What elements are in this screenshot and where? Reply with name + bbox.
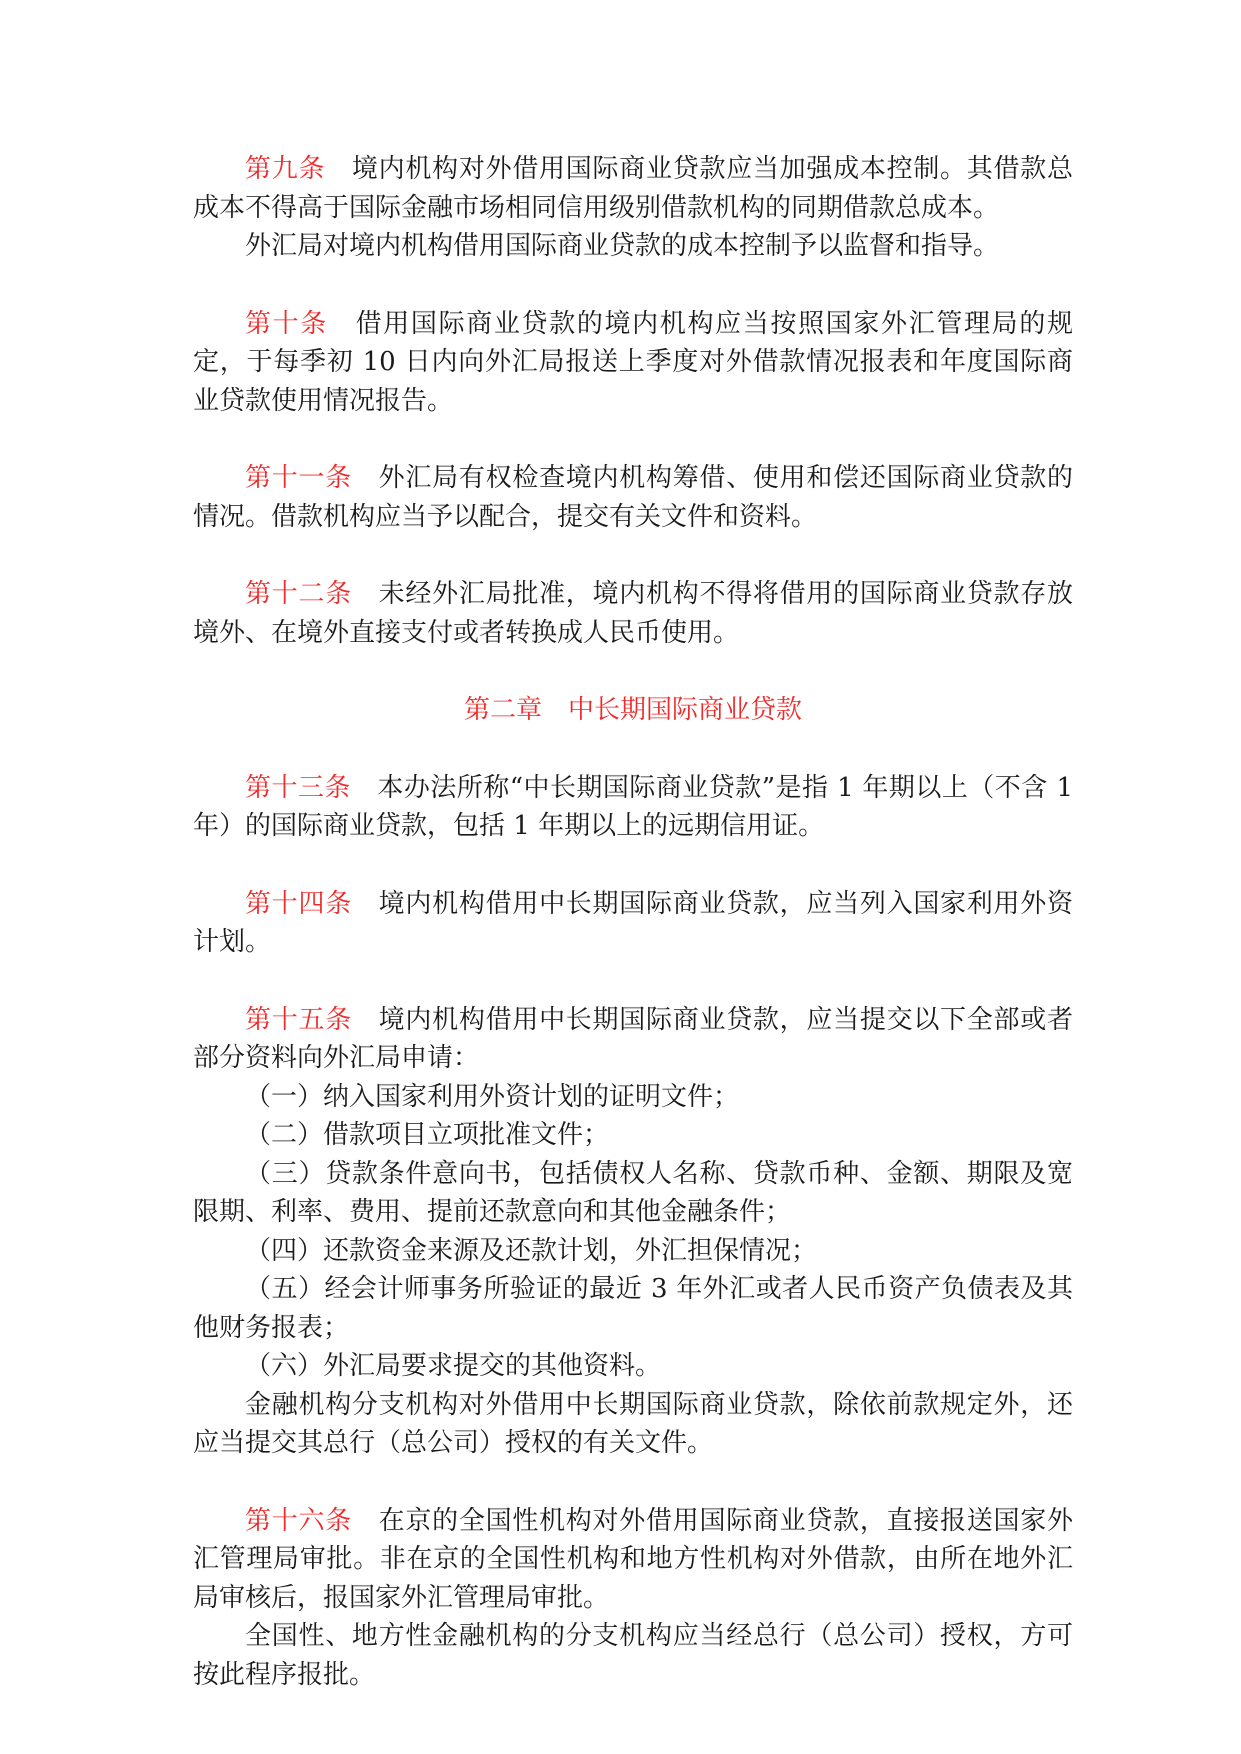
article-9-paragraph <box>193 150 1073 227</box>
article-12-paragraph <box>193 575 1073 652</box>
article-label: 第十六条 <box>245 1505 352 1536</box>
article-10 <box>193 305 1073 421</box>
article-text: 在京的全国性机构对外借用国际商业贷款，直接报送国家外汇管理局审批。非在京的全国性机构和地方性机构对外借款，由所在地外汇局审核后，报国家外汇管理局审批。 <box>193 1505 1073 1613</box>
list-item: （五）经会计师事务所验证的最近 3 年外汇或者人民币资产负债表及其他财务报表； <box>193 1274 1073 1343</box>
article-9-paragraph-2: 外汇局对境内机构借用国际商业贷款的成本控制予以监督和指导。 <box>245 231 1000 261</box>
chapter-heading <box>193 691 1073 730</box>
article-14-paragraph <box>193 885 1073 962</box>
list-item: （六）外汇局要求提交的其他资料。 <box>245 1351 662 1381</box>
article-14 <box>193 885 1073 962</box>
article-text: 未经外汇局批准，境内机构不得将借用的国际商业贷款存放境外、在境外直接支付或者转换成人民币使用。 <box>193 579 1073 648</box>
article-text: 外汇局有权检查境内机构筹借、使用和偿还国际商业贷款的情况。借款机构应当予以配合，提交有关文件和资料。 <box>193 463 1073 532</box>
article-label: 第十五条 <box>245 1004 352 1035</box>
article-label: 第九条 <box>245 154 326 184</box>
article-label: 第十三条 <box>245 772 351 803</box>
document-body <box>193 150 1073 1694</box>
article-13 <box>193 769 1073 846</box>
article-label: 第十四条 <box>245 888 352 919</box>
article-16-paragraph-2: 全国性、地方性金融机构的分支机构应当经总行（总公司）授权，方可按此程序报批。 <box>193 1621 1073 1690</box>
article-12 <box>193 575 1073 652</box>
article-text: 借用国际商业贷款的境内机构应当按照国家外汇管理局的规定，于每季初 10 日内向外汇局报送上季度对外借款情况报表和年度国际商业贷款使用情况报告。 <box>193 308 1073 416</box>
article-label: 第十一条 <box>245 463 352 493</box>
article-13-paragraph <box>193 769 1073 846</box>
article-label: 第十二条 <box>245 579 352 609</box>
article-label: 第十条 <box>245 308 328 339</box>
article-text: 境内机构借用中长期国际商业贷款，应当提交以下全部或者部分资料向外汇局申请： <box>193 1004 1073 1073</box>
article-15-paragraph <box>193 1001 1073 1078</box>
list-item: （三）贷款条件意向书，包括债权人名称、贷款币种、金额、期限及宽限期、利率、费用、提前还款意向和其他金融条件； <box>193 1158 1073 1227</box>
article-16 <box>193 1502 1073 1695</box>
article-text: 本办法所称“中长期国际商业贷款”是指 1 年期以上（不含 1 年）的国际商业贷款，包括 1 年期以上的远期信用证。 <box>193 772 1073 841</box>
article-11-paragraph <box>193 459 1073 536</box>
article-text: 境内机构对外借用国际商业贷款应当加强成本控制。其借款总成本不得高于国际金融市场相同信用级别借款机构的同期借款总成本。 <box>193 154 1073 223</box>
chapter-title: 中长期国际商业贷款 <box>568 695 803 725</box>
article-11 <box>193 459 1073 536</box>
article-15 <box>193 1001 1073 1463</box>
list-item: （一）纳入国家利用外资计划的证明文件； <box>245 1081 740 1112</box>
list-item: （四）还款资金来源及还款计划，外汇担保情况； <box>245 1235 818 1266</box>
list-item: （二）借款项目立项批准文件； <box>245 1120 610 1150</box>
article-text: 境内机构借用中长期国际商业贷款，应当列入国家利用外资计划。 <box>193 888 1073 957</box>
article-10-paragraph <box>193 305 1073 421</box>
article-15-paragraph-2: 金融机构分支机构对外借用中长期国际商业贷款，除依前款规定外，还应当提交其总行（总公司）授权的有关文件。 <box>193 1389 1073 1458</box>
article-9 <box>193 150 1073 266</box>
article-16-paragraph <box>193 1502 1073 1618</box>
chapter-label: 第二章 <box>463 695 542 725</box>
